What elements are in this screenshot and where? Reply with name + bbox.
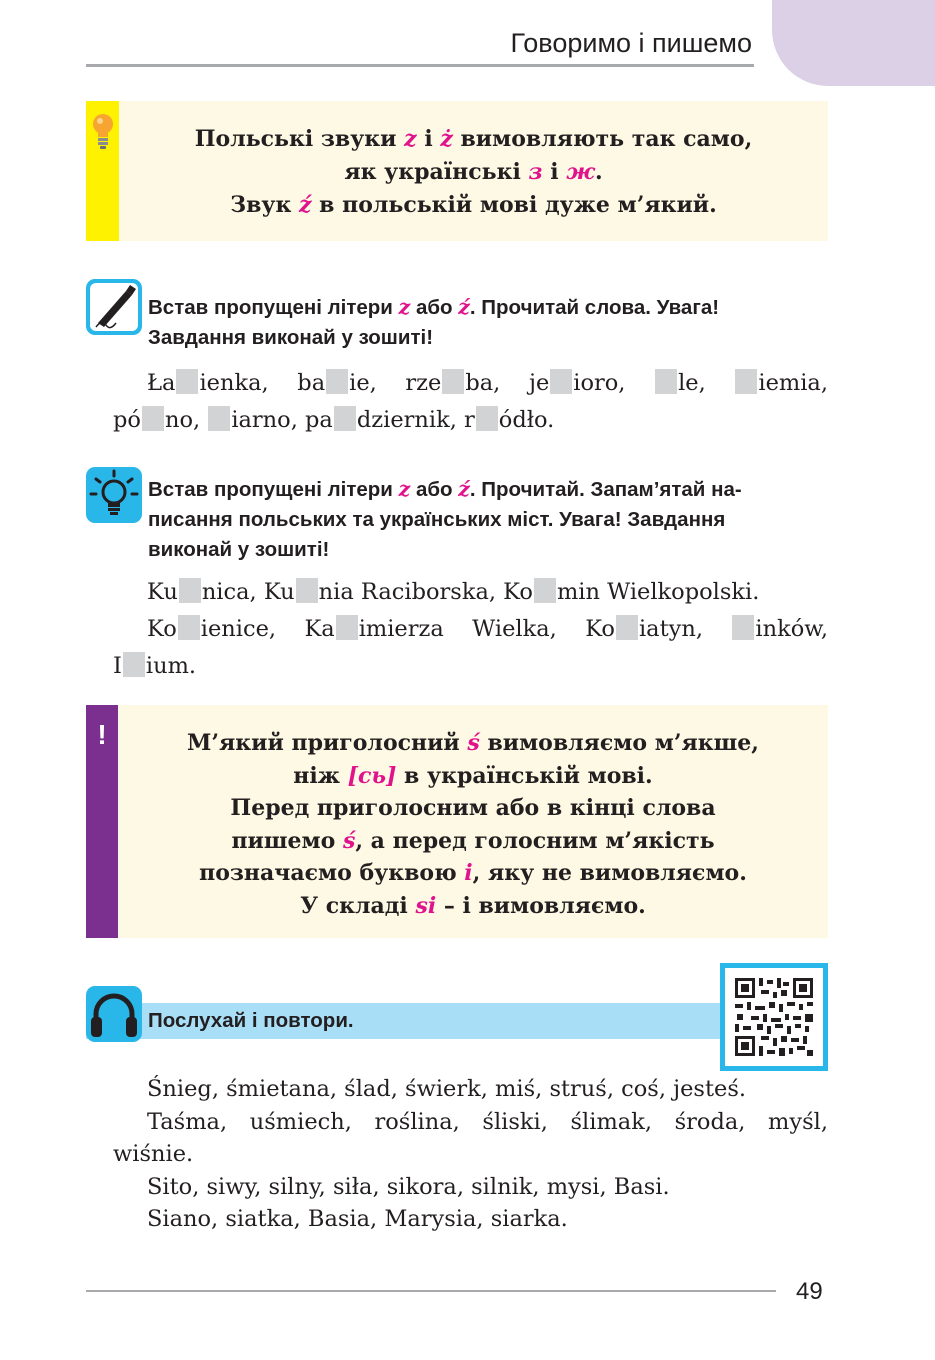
exercise-1 xyxy=(113,365,828,439)
letter-z-acute: ź xyxy=(458,477,470,501)
text-span: і xyxy=(416,126,441,152)
text-span: . Прочитай слова. Увага! xyxy=(469,296,720,319)
header-rule xyxy=(86,64,754,67)
word-part: ba xyxy=(297,370,326,396)
word-part: r xyxy=(464,407,475,433)
letter-blank xyxy=(334,406,356,431)
exclamation-icon: ! xyxy=(97,719,107,750)
letter-i: i xyxy=(464,860,473,886)
corner-tab xyxy=(772,0,935,86)
rule-box-1 xyxy=(86,101,828,241)
rule-1-text xyxy=(119,123,828,222)
task-1-heading xyxy=(148,292,719,353)
word-part: min Wielkopolski. xyxy=(556,579,760,605)
word xyxy=(731,616,828,642)
text-span: У складі xyxy=(300,892,416,919)
word-part: iemia, xyxy=(758,370,828,396)
text-span: . xyxy=(594,159,603,185)
text-span: вимовляють так само, xyxy=(452,126,753,152)
text-span: Встав пропущені літери xyxy=(148,478,399,501)
letter-blank xyxy=(208,406,230,431)
idea-icon xyxy=(86,467,142,523)
word xyxy=(147,616,276,642)
rule-box-2 xyxy=(86,705,828,938)
text-span: і xyxy=(542,159,567,185)
page-header-title: Говоримо і пишемо xyxy=(510,28,752,58)
word-part: Ko xyxy=(585,616,615,642)
exercise-3-line-3: wiśnie. xyxy=(113,1141,194,1167)
text-span: в українській мові. xyxy=(396,762,653,789)
letter-blank xyxy=(178,615,200,640)
qr-code-graphic xyxy=(725,968,823,1066)
task-1-line-2: Завдання виконай у зошиті! xyxy=(148,326,434,349)
text-span: пишемо xyxy=(231,827,343,854)
text-span: , яку не вимовляємо. xyxy=(472,860,747,886)
sound-sj: [сь] xyxy=(347,762,397,789)
text-span: Звук xyxy=(230,192,299,218)
exercise-3-line-4: Sito, siwy, silny, siła, sikora, silnik, mysi, Basi. xyxy=(147,1173,670,1200)
text-span: , а перед голосним м’якість xyxy=(355,827,715,854)
word-part: Ku xyxy=(147,579,178,605)
letter-z: z xyxy=(404,126,417,152)
word-part: Ła xyxy=(147,370,176,396)
exercise-3-line-5: Siano, siatka, Basia, Marysia, siarka. xyxy=(147,1206,568,1232)
text-span: або xyxy=(410,296,459,319)
rule-2-line-4 xyxy=(118,825,828,858)
exercise-3-line-1: Śnieg, śmietana, ślad, świerk, miś, struś, coś, jesteś. xyxy=(147,1076,747,1102)
word-part: iarno, xyxy=(231,407,298,433)
rule-2-line-5 xyxy=(118,857,828,890)
task-2-line-1 xyxy=(148,474,742,505)
headphones-icon[interactable] xyxy=(86,986,142,1042)
qr-code[interactable] xyxy=(720,963,828,1071)
word-part: pó xyxy=(113,407,141,433)
letter-blank xyxy=(655,369,677,394)
letter-ze: з xyxy=(528,159,543,185)
rule-1-line-3 xyxy=(119,189,828,222)
letter-z-acute: ź xyxy=(458,295,470,319)
word-part: ienka, xyxy=(199,370,269,396)
word xyxy=(529,370,626,396)
text-span: . Прочитай. Запам’ятай на- xyxy=(469,478,742,501)
letter-blank xyxy=(534,578,556,603)
word-part: nia Raciborska, xyxy=(318,579,497,605)
footer-rule xyxy=(86,1290,776,1292)
text-span: Польські звуки xyxy=(194,126,405,152)
letter-blank xyxy=(336,615,358,640)
exercise-2 xyxy=(113,574,828,685)
rule-2-line-6 xyxy=(118,890,828,923)
letter-zhe: ж xyxy=(566,159,595,185)
exercise-2-line-3 xyxy=(113,648,828,685)
pen-icon xyxy=(86,279,142,335)
word xyxy=(304,616,556,642)
exercise-3 xyxy=(113,1073,828,1236)
exercise-2-line-2 xyxy=(113,611,828,648)
letter-blank xyxy=(123,652,145,677)
word-part: no, xyxy=(164,407,201,433)
word-part: Ko xyxy=(503,579,533,605)
letter-s-acute: ś xyxy=(342,827,356,854)
word-part: ium. xyxy=(145,653,197,679)
word-part: Ku xyxy=(263,579,295,605)
rule-1-line-1 xyxy=(119,123,828,156)
rule-2-line-2 xyxy=(118,760,828,793)
letter-blank xyxy=(735,369,757,394)
word-part: ba, xyxy=(465,370,501,396)
text-span: вимовляємо м’якше, xyxy=(479,730,759,756)
page-number: 49 xyxy=(796,1278,823,1305)
word xyxy=(734,370,828,396)
text-span: Встав пропущені літери xyxy=(148,296,399,319)
word xyxy=(405,370,500,396)
text-span: позначаємо буквою xyxy=(199,860,465,886)
word-part: imierza Wielka, xyxy=(358,616,557,642)
letter-z: z xyxy=(398,295,411,319)
word-part: je xyxy=(528,370,550,396)
word-part: le, xyxy=(678,370,706,396)
exercise-3-line-2: Taśma, uśmiech, roślina, śliski, ślimak, środa, myśl, xyxy=(147,1108,828,1135)
text-span: в польській мові дуже м’який. xyxy=(311,192,717,218)
rule-1-line-2 xyxy=(119,156,828,189)
letter-blank xyxy=(616,615,638,640)
rule-2-line-1 xyxy=(118,727,828,760)
rule-2-text xyxy=(118,727,828,922)
letter-blank xyxy=(179,578,201,603)
exercise-1-line-2 xyxy=(113,402,828,439)
rule-2-line-3: Перед приголосним або в кінці слова xyxy=(230,795,716,821)
task-1-line-1 xyxy=(148,292,719,323)
word-part: Ko xyxy=(147,616,177,642)
task-2-heading xyxy=(148,474,742,565)
text-span: – і вимовляємо. xyxy=(436,892,646,919)
letter-z: z xyxy=(398,477,411,501)
letter-blank xyxy=(550,369,572,394)
word-part: ódło. xyxy=(498,407,555,433)
letter-blank xyxy=(296,578,318,603)
word-part: iatyn, xyxy=(638,616,703,642)
letter-blank xyxy=(442,369,464,394)
exercise-1-line-1 xyxy=(113,365,828,402)
task-2-line-2: писання польських та українських міст. Увага! Завдання xyxy=(148,508,726,531)
letter-blank xyxy=(176,369,198,394)
exercise-2-line-1 xyxy=(113,574,828,611)
word xyxy=(585,616,703,642)
word-part: rze xyxy=(405,370,442,396)
task-2-line-3: виконай у зошиті! xyxy=(148,538,330,561)
letter-s-acute: ś xyxy=(467,730,480,756)
word-part: ie, xyxy=(349,370,377,396)
word xyxy=(297,370,377,396)
word-part: ioro, xyxy=(573,370,626,396)
word-part: I xyxy=(113,653,122,679)
syllable-si: si xyxy=(415,892,437,919)
text-span: ніж xyxy=(293,762,348,789)
word-part: inków, xyxy=(755,616,828,642)
text-span: або xyxy=(410,478,459,501)
word xyxy=(654,370,706,396)
lightbulb-icon xyxy=(90,111,116,151)
word-part: Ka xyxy=(304,616,335,642)
word-part: nica, xyxy=(201,579,257,605)
letter-z-acute: ź xyxy=(299,192,312,218)
word-part: dziernik, xyxy=(356,407,457,433)
word-part: pa xyxy=(305,407,333,433)
text-span: М’який приголосний xyxy=(187,730,468,756)
word xyxy=(147,370,269,396)
letter-blank xyxy=(326,369,348,394)
task-3-heading: Послухай і повтори. xyxy=(148,1009,354,1032)
letter-blank xyxy=(142,406,164,431)
letter-z-dot: ż xyxy=(440,126,453,152)
letter-blank xyxy=(476,406,498,431)
text-span: як українські xyxy=(344,159,529,185)
word-part: ienice, xyxy=(200,616,277,642)
letter-blank xyxy=(732,615,754,640)
